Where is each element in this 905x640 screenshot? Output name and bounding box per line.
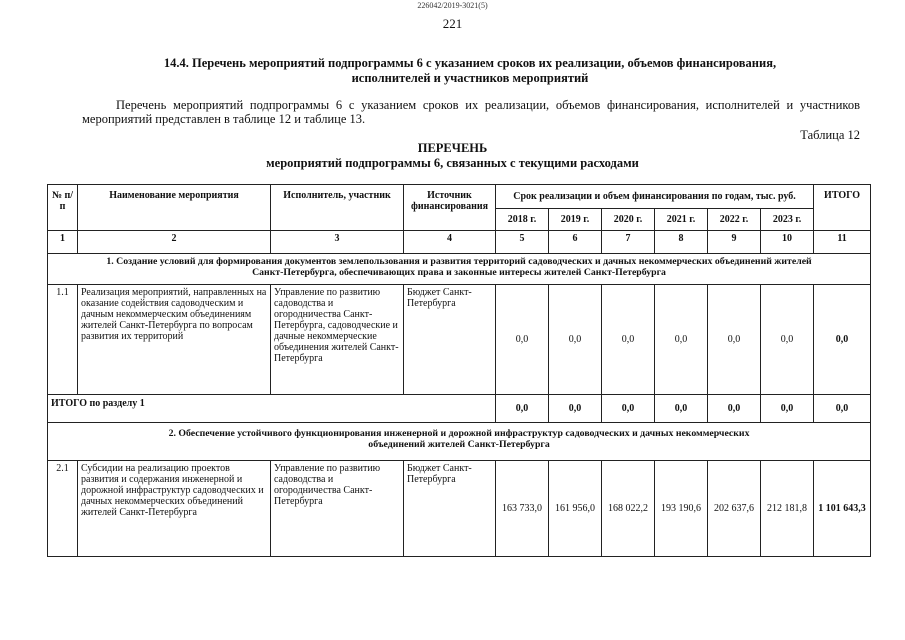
subtotal-label: ИТОГО по разделу 1 — [48, 395, 496, 423]
row-num: 2.1 — [48, 461, 78, 557]
document-id: 226042/2019-3021(5) — [417, 1, 488, 10]
header-year: 2019 г. — [549, 209, 602, 231]
row-name: Реализация мероприятий, направленных на оказание содействия садоводческим и дачным некоммерческим объединениям жителей Санкт-Петербурга по вопросам развития их территорий — [78, 285, 271, 395]
table-row — [48, 285, 871, 395]
section-heading — [90, 56, 850, 86]
header-year: 2020 г. — [602, 209, 655, 231]
column-number: 9 — [708, 231, 761, 254]
row-num: 1.1 — [48, 285, 78, 395]
header-source: Источник финансирования — [404, 185, 496, 231]
activities-table — [47, 184, 871, 557]
row-value: 202 637,6 — [708, 461, 761, 557]
section-heading-line1: 14.4. Перечень мероприятий подпрограммы 6 с указанием сроков их реализации, объемов финансирования, — [163, 56, 777, 70]
header-total: ИТОГО — [814, 185, 871, 231]
header-period: Срок реализации и объем финансирования по годам, тыс. руб. — [496, 185, 814, 209]
subtotal-row — [48, 395, 871, 423]
column-number: 11 — [814, 231, 871, 254]
row-value: 0,0 — [496, 285, 549, 395]
row-executor: Управление по развитию садоводства и огородничества Санкт-Петербурга — [271, 461, 404, 557]
table-number: Таблица 12 — [800, 128, 860, 142]
column-number: 10 — [761, 231, 814, 254]
column-number: 4 — [404, 231, 496, 254]
row-value: 0,0 — [549, 285, 602, 395]
header-num: № п/п — [48, 185, 78, 231]
row-total: 1 101 643,3 — [814, 461, 871, 557]
header-row-1 — [48, 185, 871, 209]
section-2-title — [48, 423, 871, 461]
subtotal-value: 0,0 — [708, 395, 761, 423]
row-total: 0,0 — [814, 285, 871, 395]
column-numbers-row — [48, 231, 871, 254]
row-value: 212 181,8 — [761, 461, 814, 557]
section-1-header — [48, 254, 871, 285]
column-number: 1 — [48, 231, 78, 254]
header-year: 2023 г. — [761, 209, 814, 231]
column-number: 6 — [549, 231, 602, 254]
row-executor: Управление по развитию садоводства и огородничества Санкт-Петербурга, садоводческие и дачные некоммерческие объединения жителей Санкт-Петербурга — [271, 285, 404, 395]
subtotal-value: 0,0 — [496, 395, 549, 423]
subtotal-value: 0,0 — [761, 395, 814, 423]
section-2-title-line1: 2. Обеспечение устойчивого функционирования инженерной и дорожной инфраструктур садоводческих и дачных некоммерческих — [168, 428, 750, 439]
header-executor: Исполнитель, участник — [271, 185, 404, 231]
column-number: 7 — [602, 231, 655, 254]
page-number: 221 — [442, 16, 463, 31]
header-year: 2018 г. — [496, 209, 549, 231]
column-number: 2 — [78, 231, 271, 254]
section-1-title — [48, 254, 871, 285]
intro-paragraph: Перечень мероприятий подпрограммы 6 с указанием сроков их реализации, объемов финансирования, исполнителей и участников мероприятий представлен в таблице 12 и таблице 13. — [82, 98, 860, 126]
row-name: Субсидии на реализацию проектов развития и содержания инженерной и дорожной инфраструктур садоводческих и дачных некоммерческих объединений жителей Санкт-Петербурга — [78, 461, 271, 557]
row-source: Бюджет Санкт-Петербурга — [404, 285, 496, 395]
list-title-line1: ПЕРЕЧЕНЬ — [417, 141, 488, 155]
section-2-header — [48, 423, 871, 461]
subtotal-total: 0,0 — [814, 395, 871, 423]
column-number: 3 — [271, 231, 404, 254]
list-title-line2: мероприятий подпрограммы 6, связанных с текущими расходами — [266, 156, 639, 170]
row-value: 0,0 — [655, 285, 708, 395]
list-title — [0, 141, 905, 171]
header-name: Наименование мероприятия — [78, 185, 271, 231]
column-number: 5 — [496, 231, 549, 254]
subtotal-value: 0,0 — [655, 395, 708, 423]
section-heading-line2: исполнителей и участников мероприятий — [351, 71, 589, 85]
row-value: 161 956,0 — [549, 461, 602, 557]
row-value: 163 733,0 — [496, 461, 549, 557]
row-value: 193 190,6 — [655, 461, 708, 557]
header-year: 2022 г. — [708, 209, 761, 231]
section-2-title-line2: объединений жителей Санкт-Петербурга — [368, 439, 550, 450]
row-value: 0,0 — [708, 285, 761, 395]
header-year: 2021 г. — [655, 209, 708, 231]
column-number: 8 — [655, 231, 708, 254]
subtotal-value: 0,0 — [602, 395, 655, 423]
row-value: 0,0 — [761, 285, 814, 395]
row-value: 168 022,2 — [602, 461, 655, 557]
subtotal-value: 0,0 — [549, 395, 602, 423]
table-row — [48, 461, 871, 557]
row-source: Бюджет Санкт-Петербурга — [404, 461, 496, 557]
section-1-title-line2: Санкт-Петербурга, обеспечивающих права и законные интересы жителей Санкт-Петербурга — [252, 267, 666, 278]
row-value: 0,0 — [602, 285, 655, 395]
section-1-title-line1: 1. Создание условий для формирования документов землепользования и развития территорий садоводческих и дачных некоммерческих объединений жителей — [106, 256, 812, 267]
